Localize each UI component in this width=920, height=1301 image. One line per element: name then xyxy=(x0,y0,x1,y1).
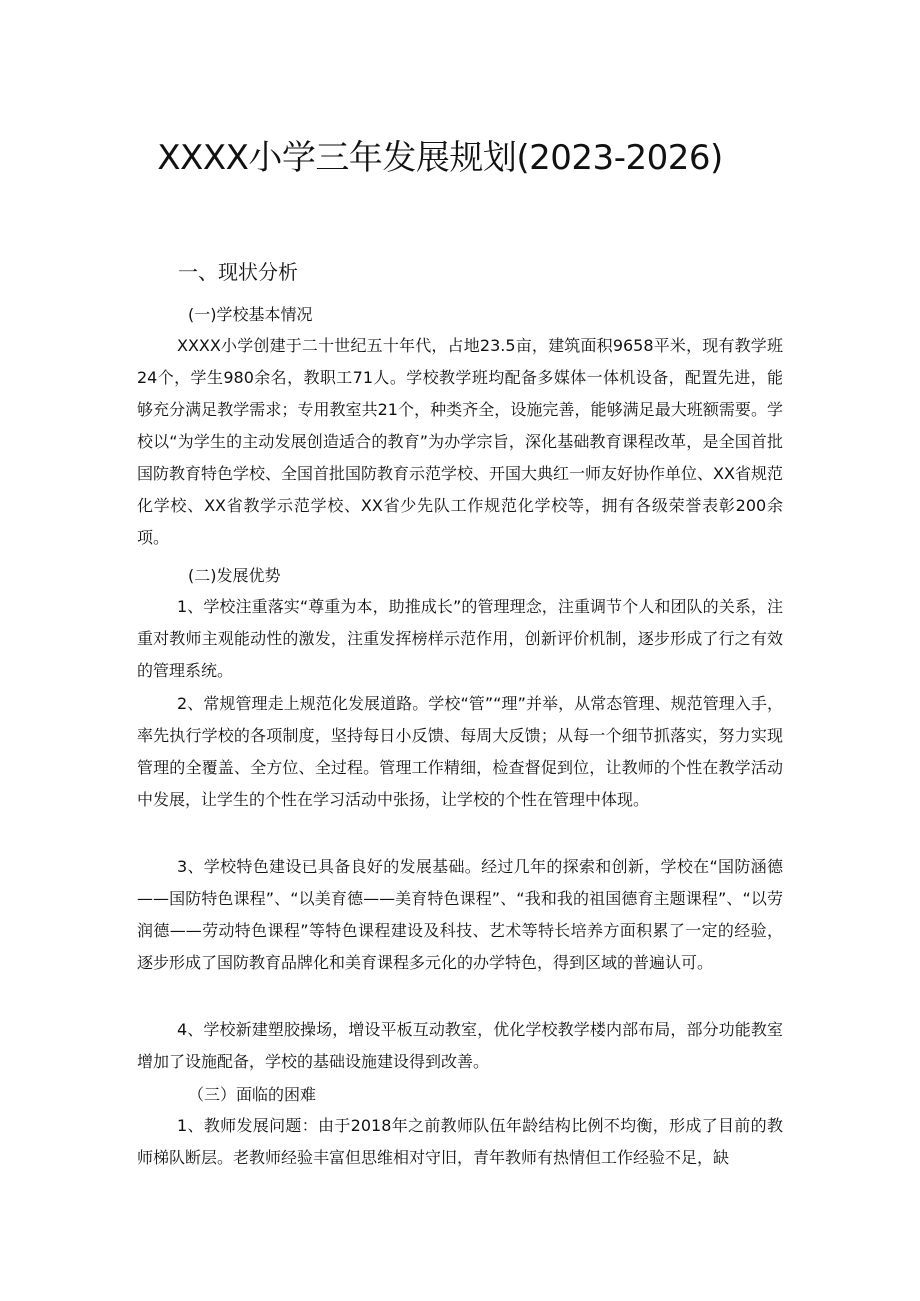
section-heading-status-analysis: 一、现状分析 xyxy=(178,260,298,284)
paragraph-advantage-4: 4、学校新建塑胶操场，增设平板互动教室，优化学校教学楼内部布局，部分功能教室增加了设施配备，学校的基础设施建设得到改善。 xyxy=(137,1020,783,1071)
subsection-heading-basic-info: (一)学校基本情况 xyxy=(188,305,313,324)
subsection-heading-difficulties: （三）面临的困难 xyxy=(188,1085,317,1104)
document-title: XXXX小学三年发展规划(2023-2026) xyxy=(157,138,723,178)
paragraph-advantage-3: 3、学校特色建设已具备良好的发展基础。经过几年的探索和创新，学校在“国防涵德——国防特色课程”、“以美育德——美育特色课程”、“我和我的祖国德育主题课程”、“以劳润德——劳动特色课程”等特色课程建设及科技、艺术等特长培养方面积累了一定的经验，逐步形成了国防教育品牌化和美育课程多元化的办学特色，得到区域的普遍认可。 xyxy=(137,857,783,972)
paragraph-basic-info: XXXX小学创建于二十世纪五十年代，占地23.5亩，建筑面积9658平米，现有教学班24个，学生980余名，教职工71人。学校教学班均配备多媒体一体机设备，配置先进，能够充分满足教学需求；专用教室共21个，种类齐全，设施完善，能够满足最大班额需要。学校以“为学生的主动发展创造适合的教育”为办学宗旨，深化基础教育课程改革，是全国首批国防教育特色学校、全国首批国防教育示范学校、开国大典红一师友好协作单位、XX省规范化学校、XX省教学示范学校、XX省少先队工作规范化学校等，拥有各级荣誉表彰200余项。 xyxy=(137,336,783,547)
subsection-heading-advantages: (二)发展优势 xyxy=(188,566,281,585)
paragraph-advantage-2: 2、常规管理走上规范化发展道路。学校“管”“理”并举，从常态管理、规范管理入手，率先执行学校的各项制度，坚持每日小反馈、每周大反馈；从每一个细节抓落实，努力实现管理的全覆盖、全方位、全过程。管理工作精细，检查督促到位，让教师的个性在教学活动中发展，让学生的个性在学习活动中张扬，让学校的个性在管理中体现。 xyxy=(137,694,783,809)
paragraph-difficulty-1: 1、教师发展问题：由于2018年之前教师队伍年龄结构比例不均衡，形成了目前的教师梯队断层。老教师经验丰富但思维相对守旧，青年教师有热情但工作经验不足，缺 xyxy=(137,1116,783,1167)
paragraph-advantage-1: 1、学校注重落实“尊重为本，助推成长”的管理理念，注重调节个人和团队的关系，注重对教师主观能动性的激发，注重发挥榜样示范作用，创新评价机制，逐步形成了行之有效的管理系统。 xyxy=(137,597,783,680)
